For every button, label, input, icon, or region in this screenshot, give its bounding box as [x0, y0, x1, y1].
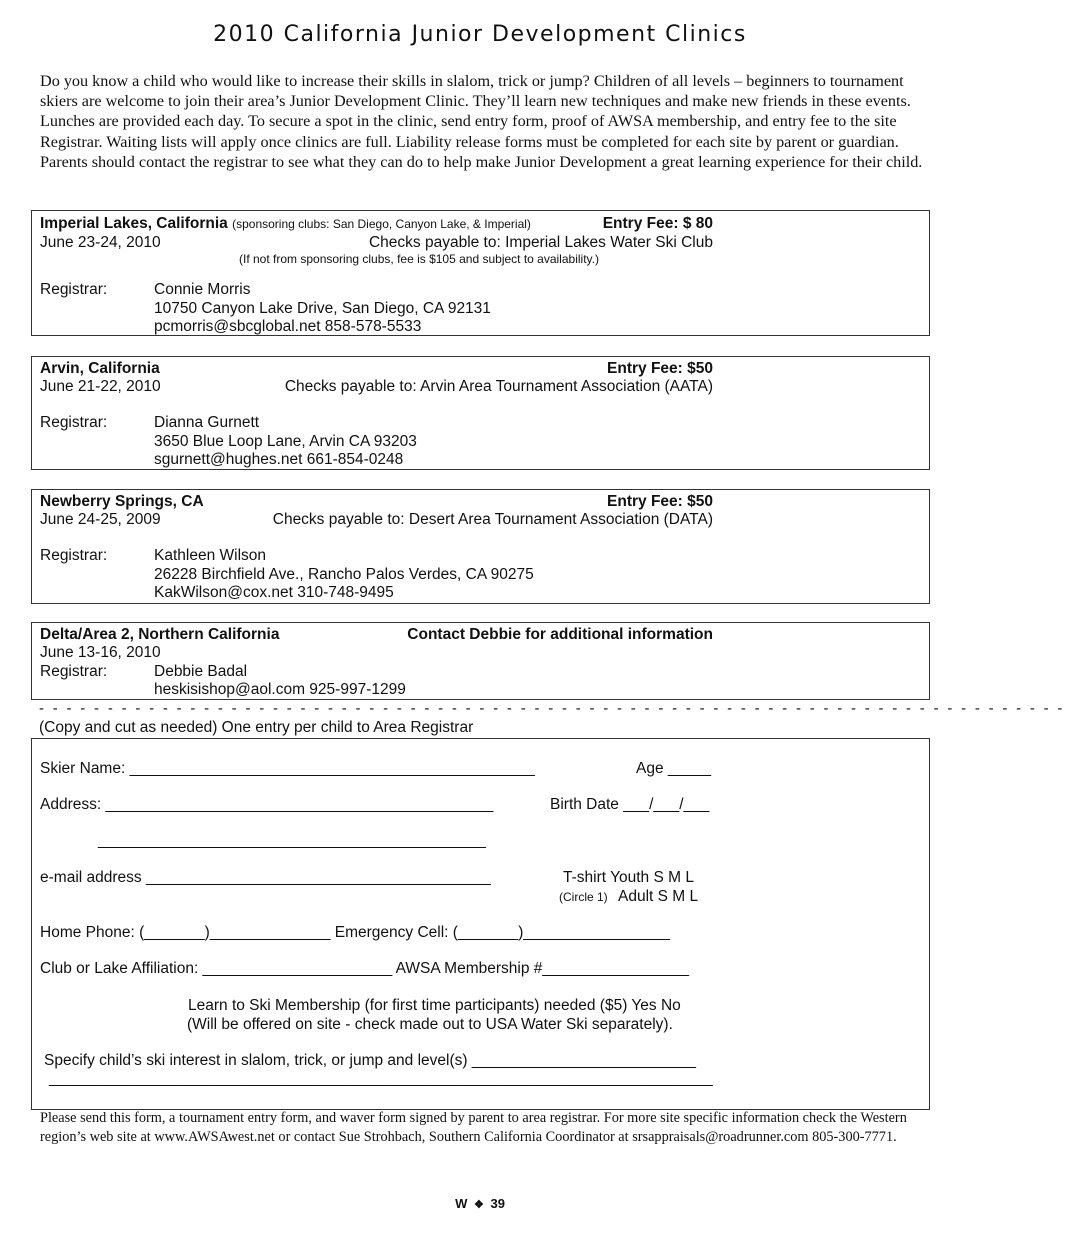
- registrar-contact: sgurnett@hughes.net 661-854-0248: [154, 451, 404, 468]
- page-number: [0, 1196, 960, 1211]
- learn-to-ski-note: (Will be offered on site - check made out to USA Water Ski separately).: [187, 1016, 673, 1033]
- site-name: Arvin, California: [40, 360, 160, 377]
- diamond-icon: ❖: [473, 1199, 484, 1211]
- site-name: Newberry Springs, CA: [40, 493, 204, 510]
- circle-note: (Circle 1): [559, 890, 608, 904]
- ski-interest-field[interactable]: Specify child’s ski interest in slalom, trick, or jump and level(s) __________________________: [44, 1052, 696, 1069]
- checks-payable: Checks payable to: Arvin Area Tournament Association (AATA): [284, 378, 713, 395]
- cut-line: - - - - - - - - - - - - - - - - - - - - - - - - - - - - - - - - - - - - - - - - - - - - - - - - - - - - - - - - - - - - - - - - - - - - - - - - - - -: [39, 700, 1065, 717]
- page-title: 2010 California Junior Development Clinics: [213, 22, 747, 47]
- registrar-name: Dianna Gurnett: [154, 414, 260, 431]
- checks-payable: Checks payable to: Desert Area Tournament Association (DATA): [272, 511, 713, 528]
- skier-name-field[interactable]: Skier Name: _______________________________________________: [40, 760, 535, 777]
- phone-fields[interactable]: Home Phone: (_______)______________ Emergency Cell: (_______)_________________: [40, 924, 670, 941]
- site-name: Delta/Area 2, Northern California: [40, 626, 280, 643]
- fee-note: (If not from sponsoring clubs, fee is $105 and subject to availability.): [239, 252, 599, 266]
- registrar-address: 26228 Birchfield Ave., Rancho Palos Verdes, CA 90275: [154, 566, 534, 583]
- registrar-label: Registrar:: [40, 281, 108, 298]
- page-number-value: 39: [490, 1196, 505, 1211]
- ski-interest-line2[interactable]: _____________________________________________________________________________: [49, 1070, 713, 1087]
- email-field[interactable]: e-mail address ________________________________________: [40, 869, 491, 886]
- registrar-label: Registrar:: [40, 547, 108, 564]
- site-dates: June 23-24, 2010: [40, 234, 161, 251]
- intro-paragraph: Do you know a child who would like to increase their skills in slalom, trick or jump? Children of all levels – beginners to tournament skiers are welcome to join their area’s Junior Development Clinic. They’ll learn new techniques and make new friends in these events. Lunches are provided each day. To secure a spot in the clinic, send entry form, proof of AWSA membership, and entry fee to the site Registrar. Waiting lists will apply once clinics are full. Liability release forms must be completed for each site by parent or guardian. Parents should contact the registrar to see what they can do to help make Junior Development a great learning experience for their child.: [40, 72, 923, 171]
- tshirt-adult-options[interactable]: Adult S M L: [617, 888, 699, 905]
- registrar-address: 10750 Canyon Lake Drive, San Diego, CA 92131: [154, 300, 491, 317]
- site-box-delta: [31, 622, 930, 700]
- registrar-label: Registrar:: [40, 414, 108, 431]
- entry-fee: Entry Fee: $50: [607, 493, 713, 510]
- registrar-contact: pcmorris@sbcglobal.net 858-578-5533: [154, 318, 422, 335]
- learn-to-ski-option[interactable]: Learn to Ski Membership (for first time participants) needed ($5) Yes No: [188, 997, 681, 1014]
- club-membership-fields[interactable]: Club or Lake Affiliation: ______________________ AWSA Membership #_________________: [40, 960, 689, 977]
- registrar-contact: heskisishop@aol.com 925-997-1299: [154, 681, 406, 698]
- sponsor-note: (sponsoring clubs: San Diego, Canyon Lake, & Imperial): [232, 217, 531, 231]
- footer-note: Please send this form, a tournament entry form, and waver form signed by parent to area registrar. For more site specific information check the Western region’s web site at www.AWSAwest.net or contact Sue Strohbach, Southern California Coordinator at srsappraisals@roadrunner.com 805-300-7771.: [40, 1110, 907, 1145]
- registrar-name: Kathleen Wilson: [154, 547, 267, 564]
- entry-fee: Entry Fee: $50: [607, 360, 713, 377]
- site-box-arvin: [31, 356, 930, 470]
- copy-note: (Copy and cut as needed) One entry per child to Area Registrar: [39, 719, 474, 736]
- entry-fee: Entry Fee: $ 80: [602, 215, 713, 232]
- address-line2-field[interactable]: _____________________________________________: [98, 832, 486, 849]
- registrar-name: Debbie Badal: [154, 663, 248, 680]
- site-box-newberry-springs: [31, 489, 930, 604]
- registrar-name: Connie Morris: [154, 281, 251, 298]
- checks-payable: Checks payable to: Imperial Lakes Water Ski Club: [368, 234, 713, 251]
- birth-date-field[interactable]: Birth Date ___/___/___: [550, 796, 710, 813]
- address-field[interactable]: Address: _____________________________________________: [40, 796, 494, 813]
- registrar-label: Registrar:: [40, 663, 108, 680]
- site-name: Imperial Lakes, California: [40, 215, 228, 232]
- page-prefix: W: [455, 1196, 468, 1211]
- age-field[interactable]: Age _____: [636, 760, 711, 777]
- contact-note: Contact Debbie for additional information: [407, 626, 713, 643]
- registrar-address: 3650 Blue Loop Lane, Arvin CA 93203: [154, 433, 417, 450]
- entry-form: [31, 738, 930, 1110]
- site-box-imperial-lakes: [31, 210, 930, 336]
- site-dates: June 21-22, 2010: [40, 378, 161, 395]
- tshirt-youth-options[interactable]: T-shirt Youth S M L: [563, 869, 694, 886]
- site-dates: June 24-25, 2009: [40, 511, 161, 528]
- site-dates: June 13-16, 2010: [40, 644, 161, 661]
- registrar-contact: KakWilson@cox.net 310-748-9495: [154, 584, 394, 601]
